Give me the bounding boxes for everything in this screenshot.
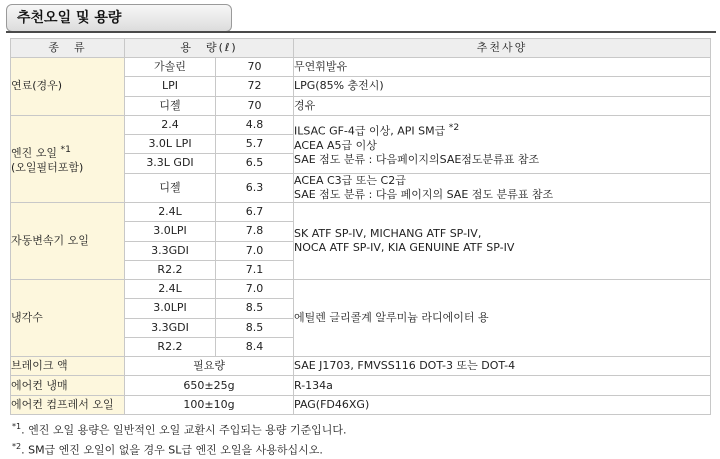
- footnote: [12, 419, 712, 439]
- engine-capacity: 5.7: [216, 135, 294, 154]
- table-row: [11, 376, 711, 395]
- coolant-capacity: 8.5: [216, 299, 294, 318]
- transmission-recommendation: [294, 203, 711, 280]
- coolant-label: 냉각수: [11, 280, 125, 357]
- rec-line: SAE 점도 분류 : 다음페이지의SAE점도분류표 참조: [294, 153, 540, 167]
- fuel-type: 가솔린: [125, 58, 216, 77]
- ac-refrigerant-recommendation: R-134a: [294, 376, 711, 395]
- rec-line: ILSAC GF-4급 이상, API SM급: [294, 125, 446, 139]
- table-header-row: [11, 39, 711, 58]
- transmission-capacity: 7.0: [216, 241, 294, 260]
- brake-label: 브레이크 액: [11, 357, 125, 376]
- coolant-type: 2.4L: [125, 280, 216, 299]
- ac-refrigerant-capacity: 650±25g: [125, 376, 294, 395]
- table-row: [11, 357, 711, 376]
- section-title: 추천오일 및 용량: [6, 4, 232, 32]
- rec-line: SK ATF SP-IV, MICHANG ATF SP-IV,: [294, 227, 482, 241]
- engine-type: 3.0L LPI: [125, 135, 216, 154]
- engine-type: 3.3L GDI: [125, 154, 216, 173]
- table-row: [11, 58, 711, 77]
- coolant-capacity: 8.5: [216, 318, 294, 337]
- table-row: [11, 395, 711, 414]
- engine-oil-label-sub: (오일필터포함): [11, 160, 84, 174]
- note-mark: *1: [60, 144, 71, 156]
- coolant-recommendation: 에틸렌 글리콜계 알루미늄 라디에이터 용: [294, 280, 711, 357]
- engine-type: 2.4: [125, 115, 216, 134]
- engine-capacity: 6.5: [216, 154, 294, 173]
- fuel-recommendation: 무연휘발유: [294, 58, 711, 77]
- header-capacity: 용 량(ℓ): [125, 39, 294, 58]
- engine-oil-recommendation-gasoline: [294, 115, 711, 173]
- engine-oil-recommendation-diesel: [294, 173, 711, 202]
- fuel-capacity: 70: [216, 96, 294, 115]
- ac-compressor-oil-label: 에어컨 컴프레서 오일: [11, 395, 125, 414]
- engine-capacity: 6.3: [216, 173, 294, 202]
- transmission-capacity: 7.1: [216, 260, 294, 279]
- oil-capacity-table: [10, 38, 711, 415]
- rec-line: ACEA C3급 또는 C2급: [294, 173, 406, 187]
- engine-oil-label: [11, 115, 125, 202]
- transmission-capacity: 6.7: [216, 203, 294, 222]
- fuel-recommendation: LPG(85% 충전시): [294, 77, 711, 96]
- table-row: [11, 280, 711, 299]
- rec-line: NOCA ATF SP-IV, KIA GENUINE ATF SP-IV: [294, 241, 515, 255]
- transmission-type: 3.0LPI: [125, 222, 216, 241]
- footnote-text: . SM급 엔진 오일이 없을 경우 SL급 엔진 오일을 사용하십시오.: [21, 443, 323, 457]
- coolant-capacity: 7.0: [216, 280, 294, 299]
- transmission-label: 자동변속기 오일: [11, 203, 125, 280]
- ac-refrigerant-label: 에어컨 냉매: [11, 376, 125, 395]
- transmission-type: 2.4L: [125, 203, 216, 222]
- transmission-type: 3.3GDI: [125, 241, 216, 260]
- rec-line: ACEA A5급 이상: [294, 139, 377, 153]
- brake-recommendation: SAE J1703, FMVSS116 DOT-3 또는 DOT-4: [294, 357, 711, 376]
- brake-capacity: 필요량: [125, 357, 294, 376]
- transmission-type: R2.2: [125, 260, 216, 279]
- note-mark: *2: [448, 122, 460, 134]
- footnote-text: . 엔진 오일 용량은 일반적인 오일 교환시 주입되는 용량 기준입니다.: [21, 423, 347, 437]
- engine-oil-label-text: 엔진 오일: [11, 146, 58, 160]
- fuel-label: 연료(경우): [11, 58, 125, 116]
- note-mark: *1: [12, 422, 22, 431]
- ac-compressor-oil-recommendation: PAG(FD46XG): [294, 395, 711, 414]
- engine-capacity: 4.8: [216, 115, 294, 134]
- transmission-capacity: 7.8: [216, 222, 294, 241]
- fuel-recommendation: 경유: [294, 96, 711, 115]
- header-category: 종 류: [11, 39, 125, 58]
- ac-compressor-oil-capacity: 100±10g: [125, 395, 294, 414]
- rec-line: SAE 점도 분류 : 다음 페이지의 SAE 점도 분류표 참조: [294, 187, 554, 201]
- table-row: [11, 115, 711, 134]
- coolant-capacity: 8.4: [216, 337, 294, 356]
- coolant-type: 3.3GDI: [125, 318, 216, 337]
- coolant-type: 3.0LPI: [125, 299, 216, 318]
- engine-type: 디젤: [125, 173, 216, 202]
- table-row: [11, 203, 711, 222]
- footnote: [12, 439, 712, 459]
- fuel-capacity: 72: [216, 77, 294, 96]
- footnotes: [12, 419, 712, 458]
- header-recommendation: 추천사양: [294, 39, 711, 58]
- fuel-type: 디젤: [125, 96, 216, 115]
- note-mark: *2: [12, 441, 22, 451]
- fuel-capacity: 70: [216, 58, 294, 77]
- fuel-type: LPI: [125, 77, 216, 96]
- title-divider: [6, 31, 716, 33]
- coolant-type: R2.2: [125, 337, 216, 356]
